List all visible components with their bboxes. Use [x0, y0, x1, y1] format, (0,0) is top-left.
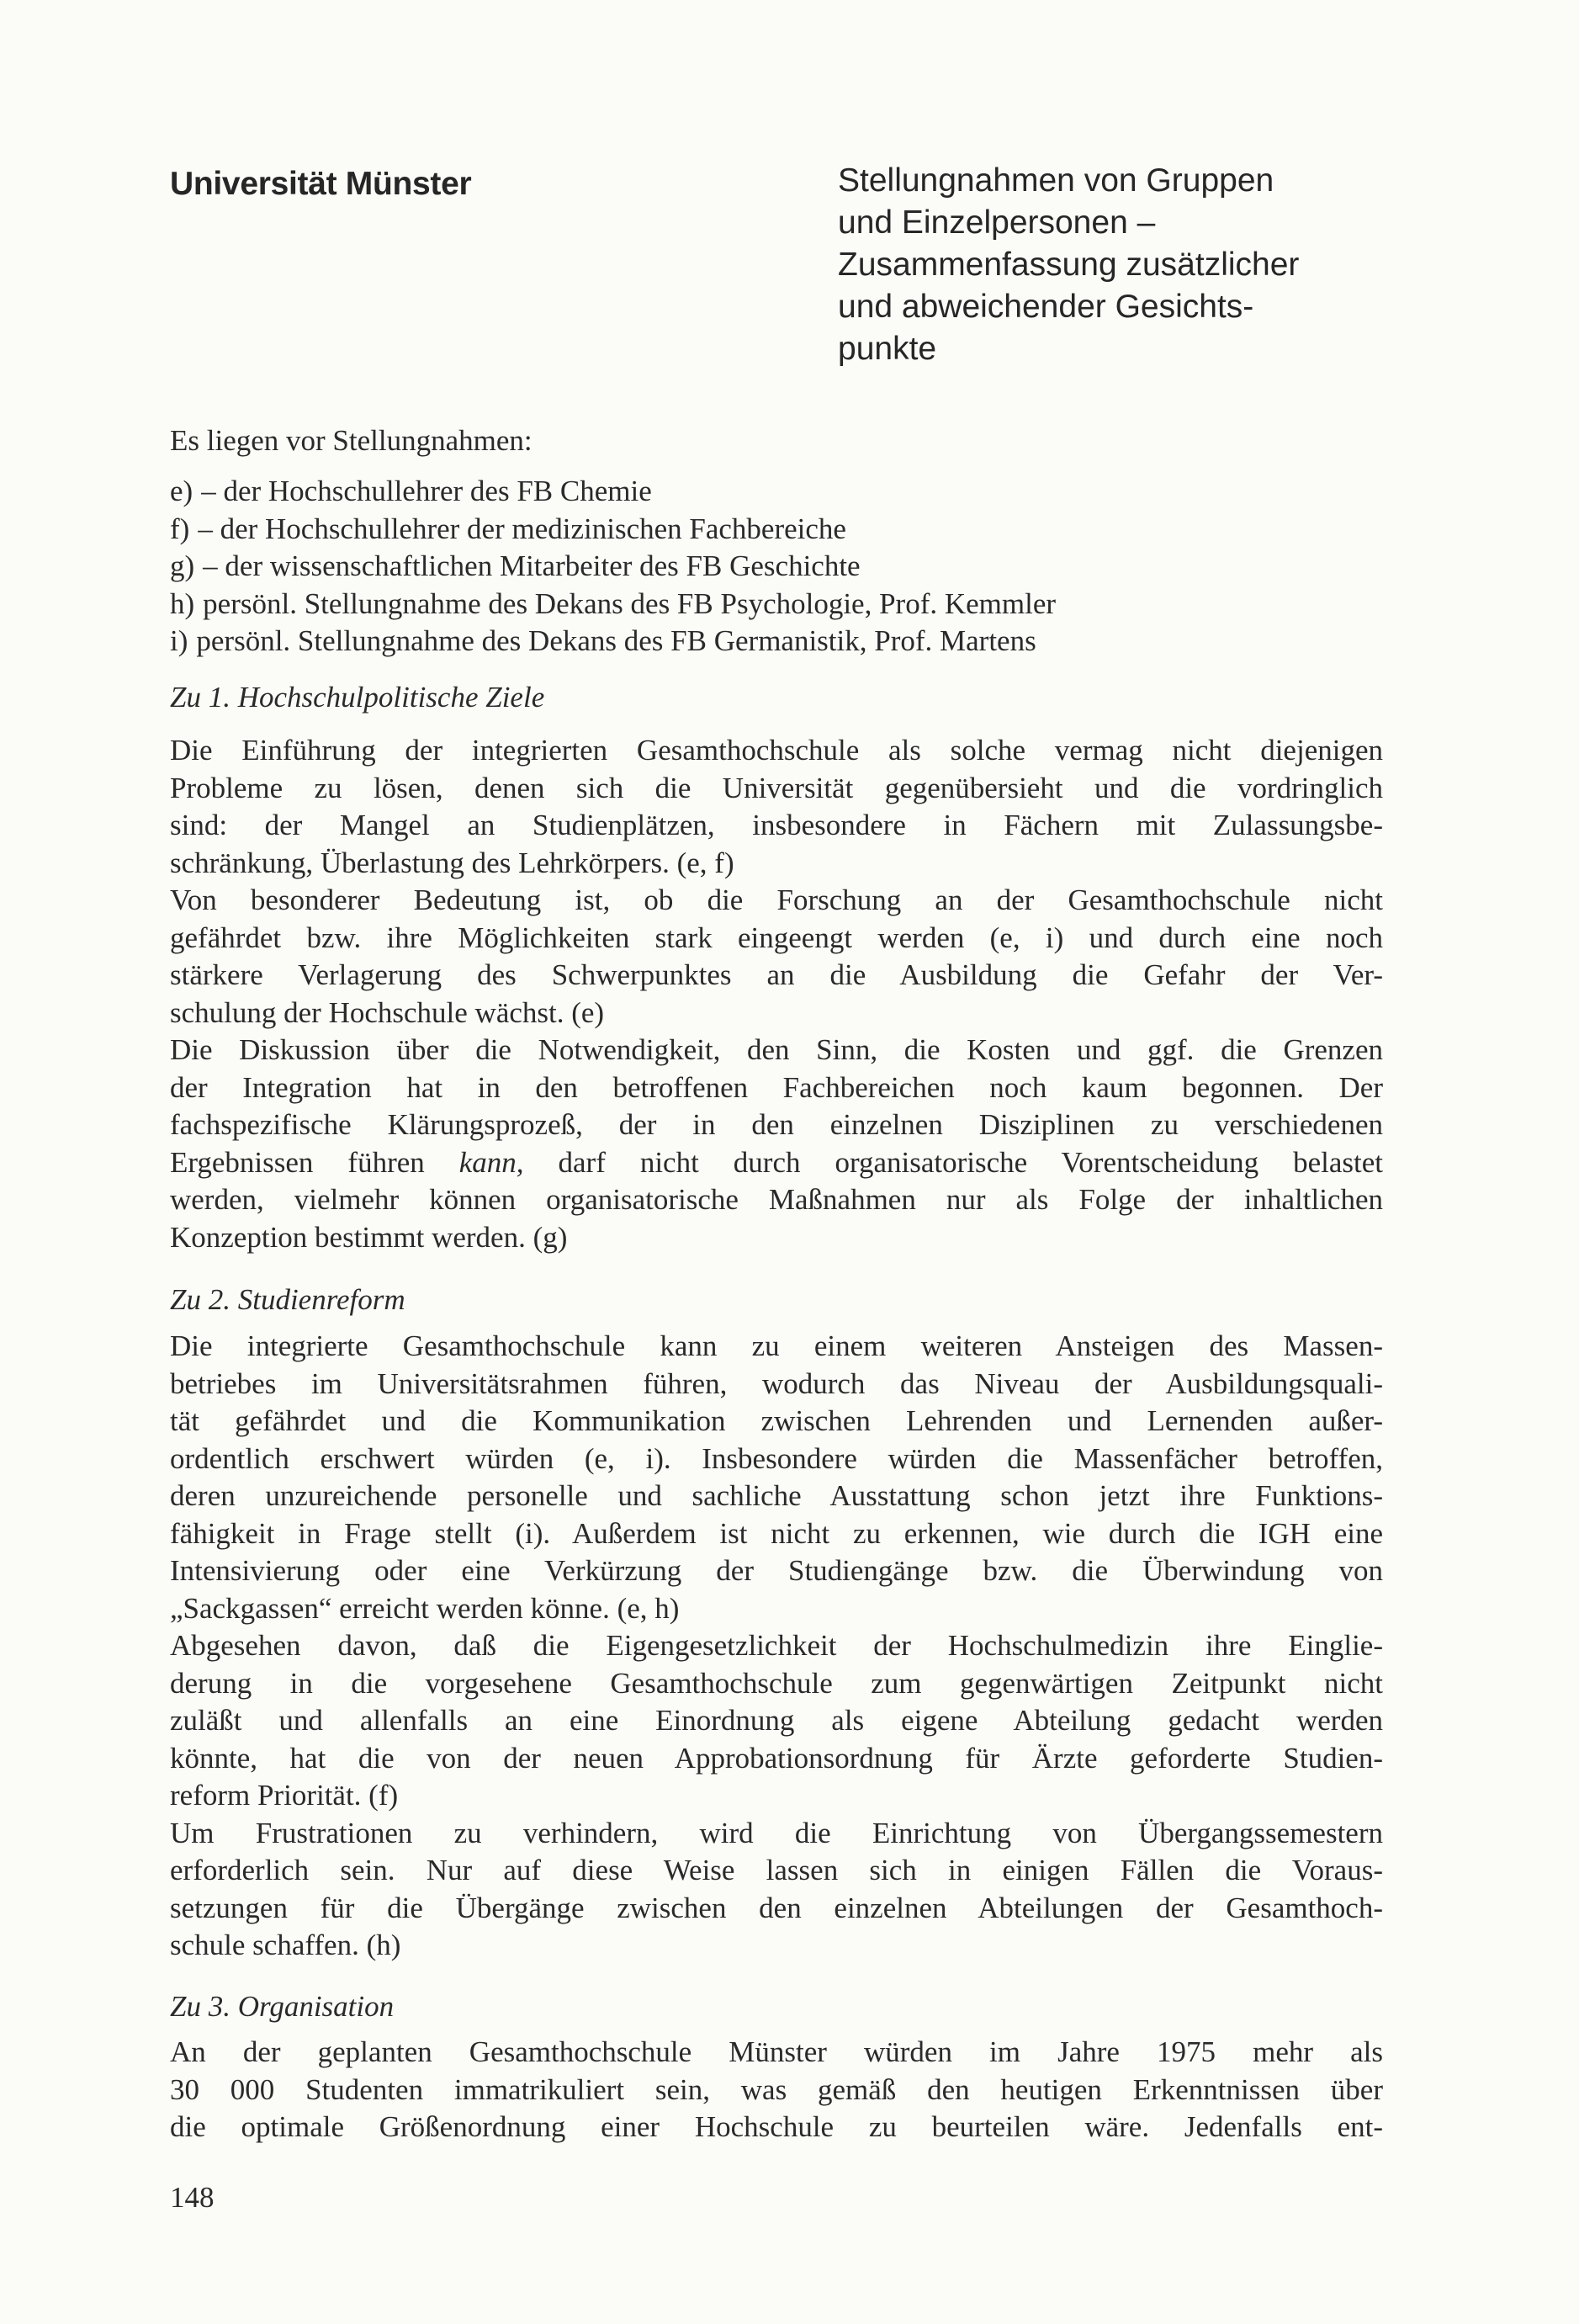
body-line: Die Diskussion über die Notwendigkeit, den Sinn, die Kosten und ggf. die Grenzen	[170, 1033, 1383, 1066]
body-line: könnte, hat die von der neuen Approbationsordnung für Ärzte geforderte Studien-	[170, 1741, 1383, 1775]
body-line: zuläßt und allenfalls an eine Einordnung als eigene Abteilung gedacht werden	[170, 1704, 1383, 1737]
statement-item	[170, 548, 1383, 586]
statement-text: persönl. Stellungnahme des Dekans des FB Germanistik, Prof. Martens	[196, 624, 1036, 657]
paragraph	[170, 1627, 1383, 1815]
body-line: betriebes im Universitätsrahmen führen, wodurch das Niveau der Ausbildungsquali-	[170, 1366, 1383, 1400]
paragraph	[170, 882, 1383, 1032]
institution-name: Universität Münster	[170, 166, 472, 202]
statement-item	[170, 473, 1383, 511]
body-line: Die Einführung der integrierten Gesamthochschule als solche vermag nicht diejenigen	[170, 734, 1383, 767]
body-line: Probleme zu lösen, denen sich die Universität gegenübersieht und die vordringlich	[170, 771, 1383, 804]
body-line: „Sackgassen“ erreicht werden könne. (e, h)	[170, 1591, 680, 1625]
body-line: Abgesehen davon, daß die Eigengesetzlichkeit der Hochschulmedizin ihre Einglie-	[170, 1629, 1383, 1662]
body-line: sind: der Mangel an Studienplätzen, insbesondere in Fächern mit Zulassungsbe-	[170, 809, 1383, 841]
statement-label: g)	[170, 549, 195, 582]
statement-label: i)	[170, 624, 188, 657]
title-line: und abweichender Gesichts-	[838, 289, 1254, 325]
body-line: stärkere Verlagerung des Schwerpunktes an die Ausbildung die Gefahr der Ver-	[170, 958, 1383, 991]
body-line: erforderlich sein. Nur auf diese Weise lassen sich in einigen Fällen die Voraus-	[170, 1854, 1383, 1886]
section-heading	[170, 679, 1383, 717]
body-line: Um Frustrationen zu verhindern, wird die Einrichtung von Übergangssemestern	[170, 1816, 1383, 1849]
body-line: reform Priorität. (f)	[170, 1779, 399, 1812]
paragraph	[170, 1328, 1383, 1627]
body-line: die optimale Größenordnung einer Hochschule zu beurteilen wäre. Jedenfalls ent-	[170, 2110, 1383, 2143]
paragraph	[170, 1032, 1383, 1256]
paragraph	[170, 1815, 1383, 1965]
body-line: deren unzureichende personelle und sachliche Ausstattung schon jetzt ihre Funktions-	[170, 1479, 1383, 1512]
statement-text: – der wissenschaftlichen Mitarbeiter des FB Geschichte	[203, 549, 861, 582]
paragraph	[170, 732, 1383, 882]
statement-text: – der Hochschullehrer der medizinischen Fachbereiche	[198, 512, 846, 545]
statement-list	[170, 473, 1383, 661]
body-line: schulung der Hochschule wächst. (e)	[170, 995, 605, 1029]
body-line: 30 000 Studenten immatrikuliert sein, was gemäß den heutigen Erkenntnissen über	[170, 2072, 1383, 2106]
heading-text: Zu 3. Organisation	[170, 1990, 395, 2023]
body-line: derung in die vorgesehene Gesamthochschule zum gegenwärtigen Zeitpunkt nicht	[170, 1666, 1383, 1700]
statement-item	[170, 511, 1383, 549]
statement-text: – der Hochschullehrer des FB Chemie	[201, 475, 652, 507]
page-number: 148	[170, 2181, 215, 2214]
statement-item	[170, 586, 1383, 623]
body-line: werden, vielmehr können organisatorische Maßnahmen nur als Folge der inhaltlichen	[170, 1183, 1383, 1216]
body-line: Von besonderer Bedeutung ist, ob die Forschung an der Gesamthochschule nicht	[170, 883, 1383, 916]
section-title	[838, 160, 1299, 370]
body-line: An der geplanten Gesamthochschule Münster würden im Jahre 1975 mehr als	[170, 2035, 1383, 2068]
intro-text	[170, 422, 1383, 460]
heading-text: Zu 2. Studienreform	[170, 1283, 405, 1316]
section-body	[170, 2034, 1383, 2146]
body-line: Die integrierte Gesamthochschule kann zu einem weiteren Ansteigen des Massen-	[170, 1329, 1383, 1362]
title-line: Stellungnahmen von Gruppen	[838, 162, 1274, 199]
title-line: punkte	[838, 331, 937, 367]
title-line: Zusammenfassung zusätzlicher	[838, 247, 1300, 283]
statement-label: h)	[170, 586, 195, 620]
body-line	[170, 1144, 1383, 1182]
section-heading	[170, 1988, 1383, 2026]
body-line: fachspezifische Klärungsprozeß, der in den einzelnen Disziplinen zu verschiedenen	[170, 1108, 1383, 1141]
line-segment: Ergebnissen führen	[170, 1145, 459, 1179]
body-line: setzungen für die Übergänge zwischen den einzelnen Abteilungen der Gesamthoch-	[170, 1891, 1383, 1924]
statement-label: f)	[170, 512, 190, 545]
section-body	[170, 1328, 1383, 1965]
intro-line: Es liegen vor Stellungnahmen:	[170, 424, 533, 457]
section-body	[170, 732, 1383, 1256]
statement-item	[170, 623, 1383, 661]
body-line: tät gefährdet und die Kommunikation zwischen Lehrenden und Lernenden außer-	[170, 1404, 1383, 1437]
section-heading	[170, 1281, 1383, 1319]
body-line: schränkung, Überlastung des Lehrkörpers. (e, f)	[170, 846, 734, 879]
body-line: gefährdet bzw. ihre Möglichkeiten stark eingeengt werden (e, i) und durch eine noch	[170, 921, 1383, 954]
body-line: Intensivierung oder eine Verkürzung der Studiengänge bzw. die Überwindung von	[170, 1554, 1383, 1587]
statement-label: e)	[170, 475, 193, 507]
paragraph	[170, 2034, 1383, 2146]
emphasis-word: kann,	[458, 1145, 524, 1179]
heading-text: Zu 1. Hochschulpolitische Ziele	[170, 681, 545, 714]
body-line: ordentlich erschwert würden (e, i). Insbesondere würden die Massenfächer betroffen,	[170, 1441, 1383, 1475]
body-line: schule schaffen. (h)	[170, 1929, 401, 1961]
body-line: der Integration hat in den betroffenen Fachbereichen noch kaum begonnen. Der	[170, 1070, 1383, 1104]
title-line: und Einzelpersonen –	[838, 204, 1156, 241]
line-segment: darf nicht durch organisatorische Vorentscheidung belastet	[523, 1145, 1383, 1179]
body-line: Konzeption bestimmt werden. (g)	[170, 1220, 568, 1254]
statement-text: persönl. Stellungnahme des Dekans des FB Psychologie, Prof. Kemmler	[203, 586, 1057, 620]
body-line: fähigkeit in Frage stellt (i). Außerdem ist nicht zu erkennen, wie durch die IGH eine	[170, 1516, 1383, 1550]
